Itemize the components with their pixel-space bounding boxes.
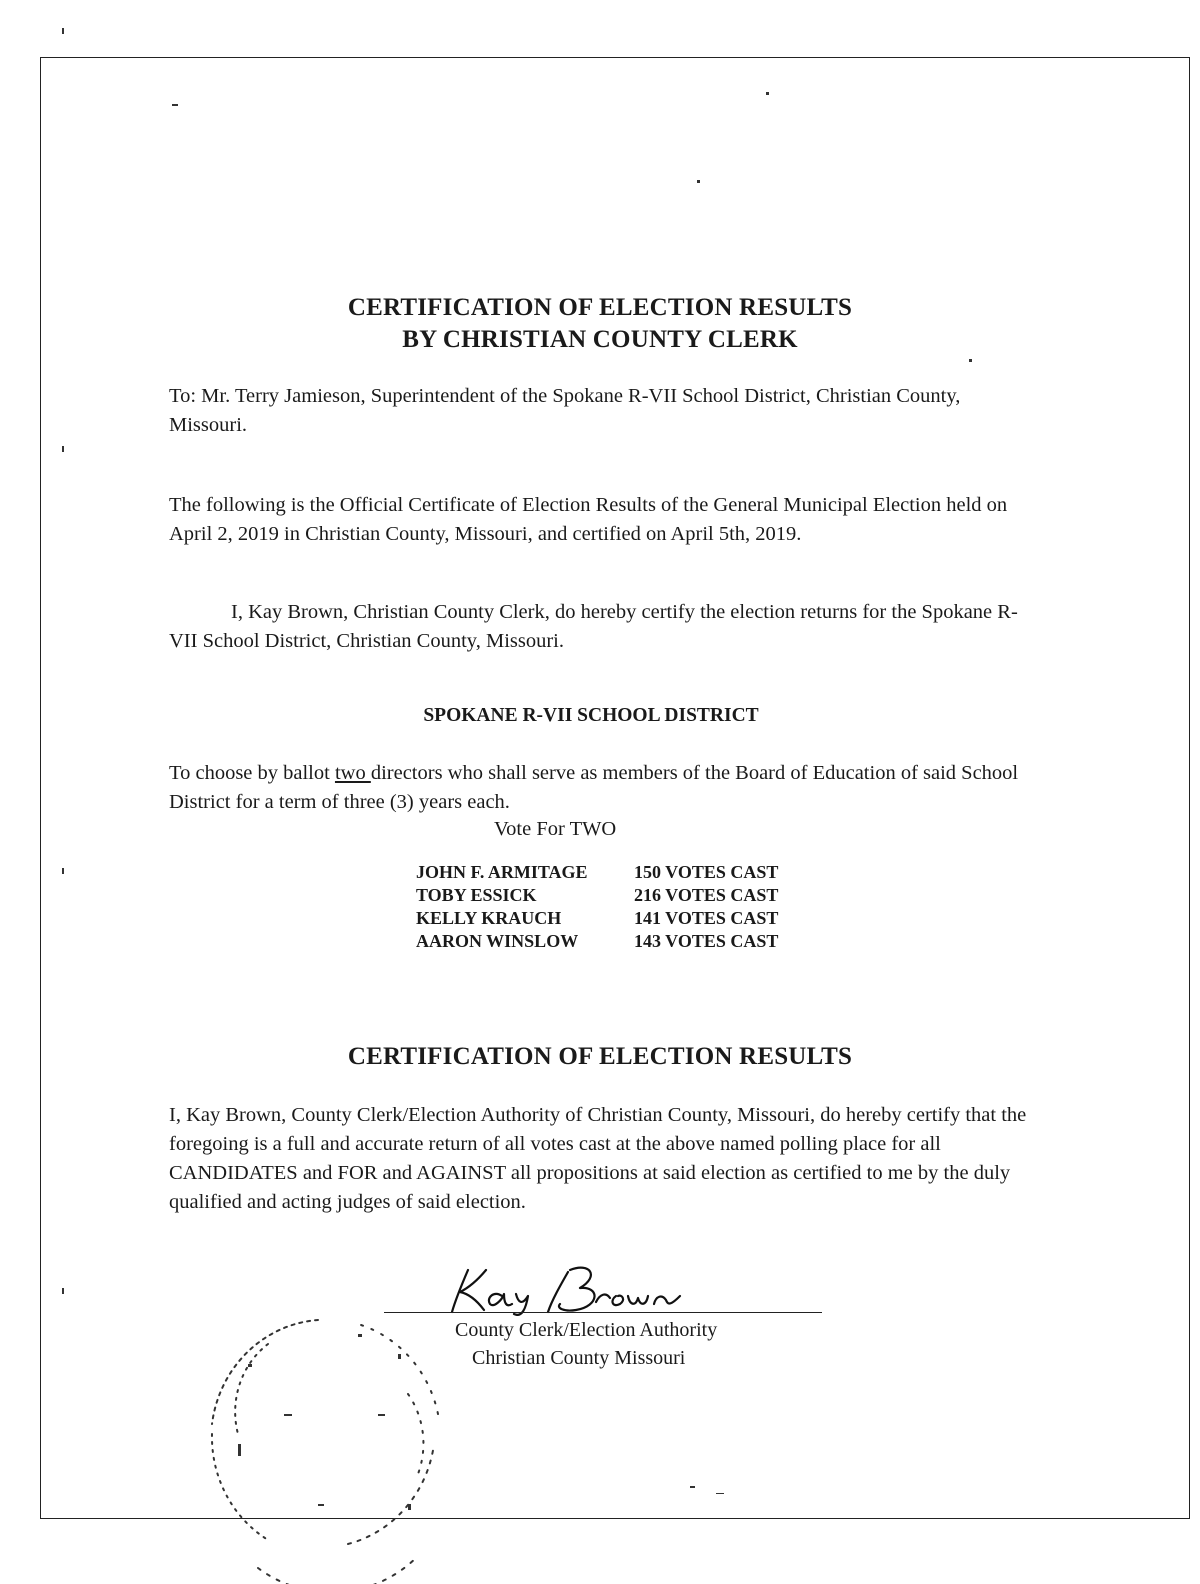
candidate-votes: 141 VOTES CAST — [634, 908, 779, 928]
signer-title-line2: Christian County Missouri — [472, 1347, 686, 1369]
candidate-votes: 216 VOTES CAST — [634, 885, 779, 905]
table-row — [416, 907, 778, 930]
district-heading: SPOKANE R-VII SCHOOL DISTRICT — [423, 705, 759, 726]
certification-heading: CERTIFICATION OF ELECTION RESULTS — [347, 1043, 853, 1070]
ballot-text-after: directors who shall serve as members of the Board of Education of said School District for a term of three (3) years each. — [169, 762, 1019, 813]
scan-speck — [62, 28, 64, 34]
scan-speck — [62, 1288, 64, 1294]
intro-paragraph: The following is the Official Certificate of Election Results of the General Municipal Election held on April 2, 2019 in Christian County, Missouri, and certified on April 5th, 2019. — [169, 494, 1008, 545]
document-title-line2: BY CHRISTIAN COUNTY CLERK — [402, 326, 798, 353]
scan-speck — [62, 446, 64, 452]
scan-speck — [690, 1486, 695, 1488]
scan-speck — [697, 180, 700, 183]
candidate-name: AARON WINSLOW — [416, 931, 579, 951]
ballot-text-before: To choose by ballot — [169, 762, 335, 784]
results-table — [416, 861, 778, 953]
ballot-text-underlined: two — [334, 762, 371, 784]
candidate-name: JOHN F. ARMITAGE — [416, 862, 588, 882]
vote-for-label: Vote For TWO — [494, 818, 617, 840]
handwritten-signature — [440, 1256, 700, 1316]
scan-speck — [172, 104, 178, 106]
scan-speck — [62, 868, 64, 874]
signer-title-line1: County Clerk/Election Authority — [455, 1319, 718, 1341]
document-title-line1: CERTIFICATION OF ELECTION RESULTS — [347, 294, 853, 321]
candidate-votes: 150 VOTES CAST — [634, 862, 779, 882]
county-seal — [198, 1304, 458, 1584]
addressee-paragraph: To: Mr. Terry Jamieson, Superintendent of the Spokane R-VII School District, Christian County, Missouri. — [169, 385, 961, 436]
certification-paragraph: I, Kay Brown, County Clerk/Election Authority of Christian County, Missouri, do hereby certify that the foregoing is a full and accurate return of all votes cast at the above named polling place for all CANDIDATES and FOR and AGAINST all propositions at said election as certified to me by the duly qualified and acting judges of said election. — [169, 1104, 1027, 1213]
scan-speck — [969, 359, 972, 362]
ballot-instructions — [169, 759, 1019, 817]
candidate-name: TOBY ESSICK — [416, 885, 537, 905]
table-row — [416, 884, 778, 907]
table-row — [416, 930, 778, 953]
table-row — [416, 861, 778, 884]
scan-speck — [716, 1493, 724, 1494]
candidate-name: KELLY KRAUCH — [416, 908, 562, 928]
certify-statement-paragraph: I, Kay Brown, Christian County Clerk, do hereby certify the election returns for the Spokane R-VII School District, Christian County, Missouri. — [169, 601, 1018, 652]
scan-speck — [766, 92, 769, 95]
candidate-votes: 143 VOTES CAST — [634, 931, 779, 951]
